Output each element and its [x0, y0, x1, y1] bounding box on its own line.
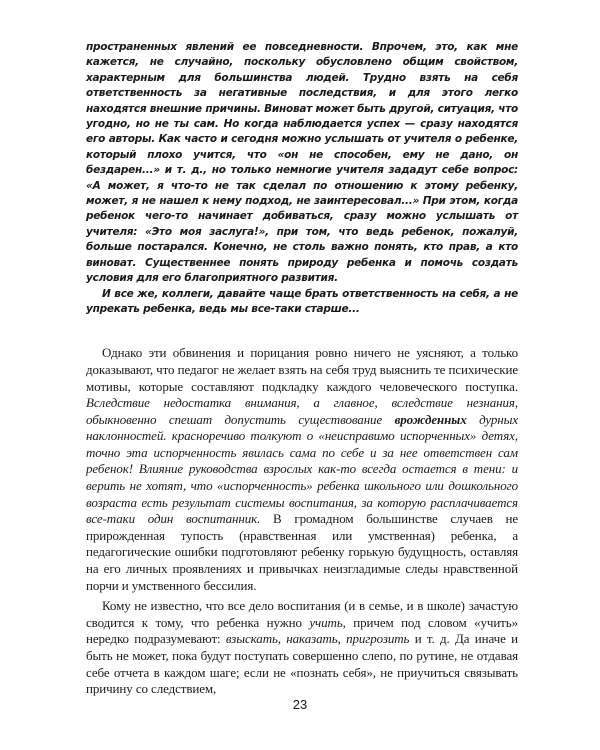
italic-run: учить,: [309, 614, 346, 630]
page-number: 23: [292, 697, 308, 712]
text-run: Однако эти обвинения и порицания ровно ничего не уясняют, а только доказывают, что педагог не желает взять на себя труд выяснить те психические мотивы, которые составляют подкладку каждого человеческого поступка.: [86, 345, 518, 394]
body-paragraph: [86, 345, 518, 594]
page-content: [86, 40, 518, 702]
text-run: причем под словом «учить» нередко подразумевают:: [86, 614, 518, 647]
quote-paragraph: пространенных явлений ее повседневности. Впрочем, это, как мне кажется, не случайно, поскольку обусловлено общим свойством, характерным для большинства людей. Трудно взять на себя ответственность за негативные последствия, и для этого легко находятся внешние причины. Виноват может быть другой, ситуация, что угодно, но не ты сам. Но когда наблюдается успех — сразу находятся его авторы. Как часто и сегодня можно услышать от учителя о ребенке, который плохо учится, что «он не способен, ему не дано, он бездарен...» и т. д., но только немногие учителя зададут себе вопрос: «А может, я что-то не так сделал по отношению к этому ребенку, может, я не нашел к нему подход, не заинтересовал...» При этом, когда ребенок чего-то начинает добиваться, сразу можно услышать от учителя: «Это моя заслуга!», при том, что ведь ребенок, пожалуй, больше постарался. Конечно, не столь важно понять, кто прав, а кто виноват. Существеннее понять природу ребенка и помочь создать условия для его благоприятного развития.: [86, 41, 518, 285]
italic-run: взыскать, наказать, пригрозить: [225, 631, 410, 647]
bold-italic-run: врожденных: [394, 411, 467, 427]
text-run: Кому не известно, что все дело воспитания (и в семье, и в школе) зачастую сводится к тому, что ребенка нужно: [86, 598, 518, 630]
body-text: [86, 345, 518, 697]
quote-paragraph: И все же, коллеги, давайте чаще брать ответственность на себя, а не упрекать ребенка, ведь мы все-таки старше...: [86, 287, 518, 315]
italic-run: Вследствие недостатка внимания, а главное, вследствие незнания, обыкновенно спешат допустить существование: [86, 395, 518, 427]
text-run: В громадном большинстве случаев не прирожденная тупость (нравственная или умственная) ребенка, а педагогические ошибки подготовляют ребенку горькую будущность, оставляя на его личных проявлениях и привычках неизгладимые следы нравственной порчи и умственного бессилия.: [86, 511, 519, 593]
text-run: и т. д. Да иначе и быть не может, пока будут поступать совершенно слепо, по рутине, не отдавая себе отчета в каждом шаге; если не «познать себя», не приучиться связывать причину со следствием,: [86, 631, 518, 697]
body-paragraph: [86, 598, 518, 698]
quoted-passage: [86, 40, 518, 317]
italic-run: дурных наклонностей. красноречиво толкуют о «неисправимо испорченных» детях, точно эта испорченность явилась сама по себе и за нее ответствен сам ребенок! Влияние руководства взрослых как-то всегда остается в тени: и верить не хотят, что «испорченность» ребенка школьного или дошкольного возраста есть результат системы воспитания, за которую расплачивается все-таки один воспитанник.: [86, 411, 519, 527]
